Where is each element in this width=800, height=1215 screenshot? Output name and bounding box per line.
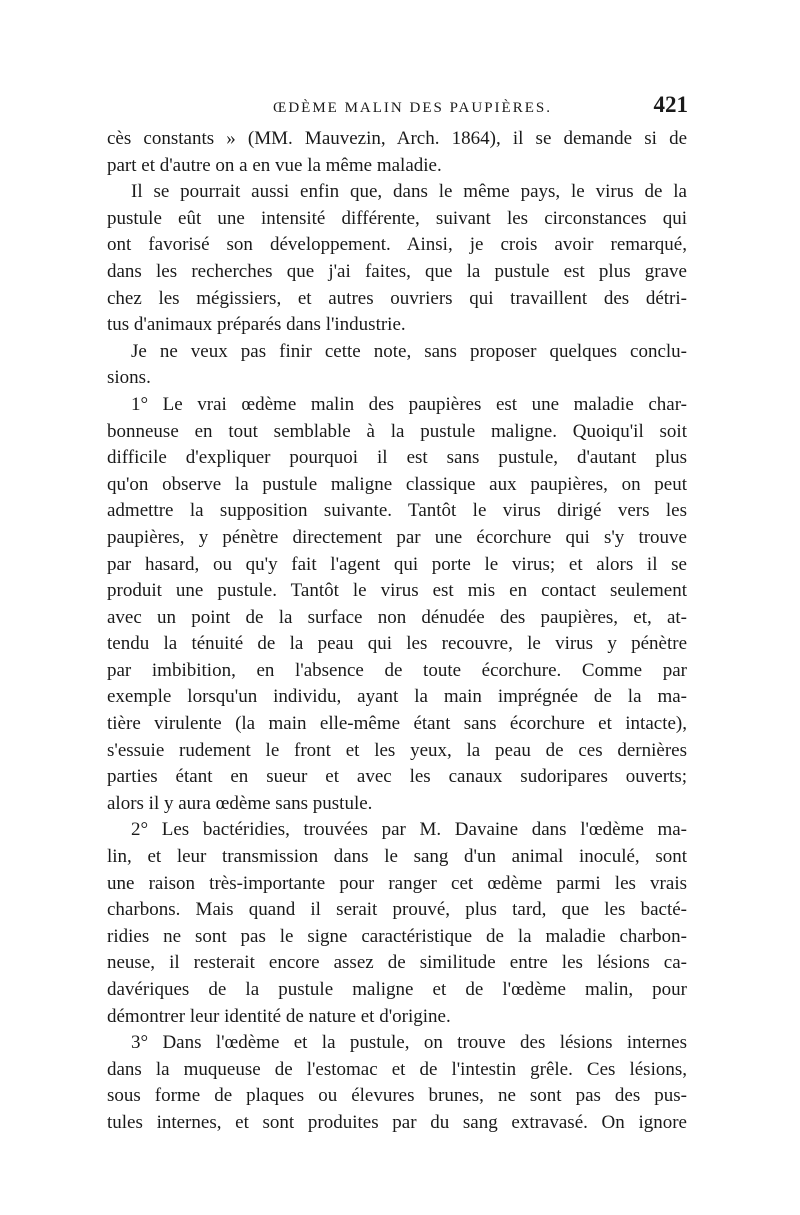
text-line: sions. xyxy=(107,367,151,389)
paragraph-conclusion-1 xyxy=(107,392,687,818)
text-line: tules internes, et sont produites par du sang extravasé. On ignore xyxy=(107,1111,687,1133)
text-line: exemple lorsqu'un individu, ayant la main imprégnée de la ma- xyxy=(107,686,687,708)
page-number: 421 xyxy=(653,92,688,117)
text-line: sous forme de plaques ou élevures brunes, ne sont pas des pus- xyxy=(107,1085,687,1107)
text-line: 3° Dans l'œdème et la pustule, on trouve des lésions internes xyxy=(131,1032,687,1054)
text-line: une raison très-importante pour ranger cet œdème parmi les vrais xyxy=(107,872,687,894)
text-line: dans la muqueuse de l'estomac et de l'intestin grêle. Ces lésions, xyxy=(107,1058,687,1080)
paragraph-conclusion-2 xyxy=(107,817,687,1030)
text-line: tendu la ténuité de la peau qui les recouvre, le virus y pénètre xyxy=(107,633,687,655)
text-line: 2° Les bactéridies, trouvées par M. Davaine dans l'œdème ma- xyxy=(131,819,687,841)
paragraph-conclusions-intro xyxy=(107,339,687,392)
text-line: démontrer leur identité de nature et d'origine. xyxy=(107,1005,451,1027)
text-line: ont favorisé son développement. Ainsi, je crois avoir remarqué, xyxy=(107,234,687,256)
text-line: dans les recherches que j'ai faites, que la pustule est plus grave xyxy=(107,260,687,282)
paragraph-conclusion-3 xyxy=(107,1030,687,1136)
text-line: bonneuse en tout semblable à la pustule maligne. Quoiqu'il soit xyxy=(107,420,687,442)
text-line: par hasard, ou qu'y fait l'agent qui porte le virus; et alors il se xyxy=(107,553,687,575)
text-line: part et d'autre on a en vue la même maladie. xyxy=(107,154,442,176)
text-line: produit une pustule. Tantôt le virus est mis en contact seulement xyxy=(107,580,687,602)
text-line: qu'on observe la pustule maligne classique aux paupières, on peut xyxy=(107,473,687,495)
paragraph-continuation xyxy=(107,126,687,179)
text-line: admettre la supposition suivante. Tantôt le virus dirigé vers les xyxy=(107,500,687,522)
text-line: cès constants » (MM. Mauvezin, Arch. 1864), il se demande si de xyxy=(107,128,687,149)
text-line: tus d'animaux préparés dans l'industrie. xyxy=(107,314,406,336)
text-line: paupières, y pénètre directement par une écorchure qui s'y trouve xyxy=(107,526,687,548)
text-line: ridies ne sont pas le signe caractéristique de la maladie charbon- xyxy=(107,925,687,947)
text-line: chez les mégissiers, et autres ouvriers qui travaillent des détri- xyxy=(107,287,687,309)
text-line: charbons. Mais quand il serait prouvé, plus tard, que les bacté- xyxy=(107,899,687,921)
text-line: 1° Le vrai œdème malin des paupières est une maladie char- xyxy=(131,393,687,415)
running-title: ŒDÈME MALIN DES PAUPIÈRES. xyxy=(273,100,552,116)
text-line: lin, et leur transmission dans le sang d'un animal inoculé, sont xyxy=(107,846,687,868)
text-line: parties étant en sueur et avec les canaux sudoripares ouverts; xyxy=(107,766,687,788)
text-line: avec un point de la surface non dénudée des paupières, et, at- xyxy=(107,606,687,628)
text-line: tière virulente (la main elle-même étant sans écorchure et intacte), xyxy=(107,713,687,735)
text-line: Je ne veux pas finir cette note, sans proposer quelques conclu- xyxy=(131,340,687,362)
body-text xyxy=(107,126,687,1137)
text-line: alors il y aura œdème sans pustule. xyxy=(107,792,373,814)
text-line: Il se pourrait aussi enfin que, dans le même pays, le virus de la xyxy=(131,181,687,203)
text-line: par imbibition, en l'absence de toute écorchure. Comme par xyxy=(107,659,687,681)
text-line: s'essuie rudement le front et les yeux, la peau de ces dernières xyxy=(107,739,687,761)
text-line: davériques de la pustule maligne et de l'œdème malin, pour xyxy=(107,979,687,1000)
running-head xyxy=(108,92,688,122)
text-line: pustule eût une intensité différente, suivant les circonstances qui xyxy=(107,207,687,229)
paragraph-virus-intensity xyxy=(107,179,687,339)
text-line: difficile d'expliquer pourquoi il est sans pustule, d'autant plus xyxy=(107,447,687,469)
text-line: neuse, il resterait encore assez de similitude entre les lésions ca- xyxy=(107,952,687,974)
